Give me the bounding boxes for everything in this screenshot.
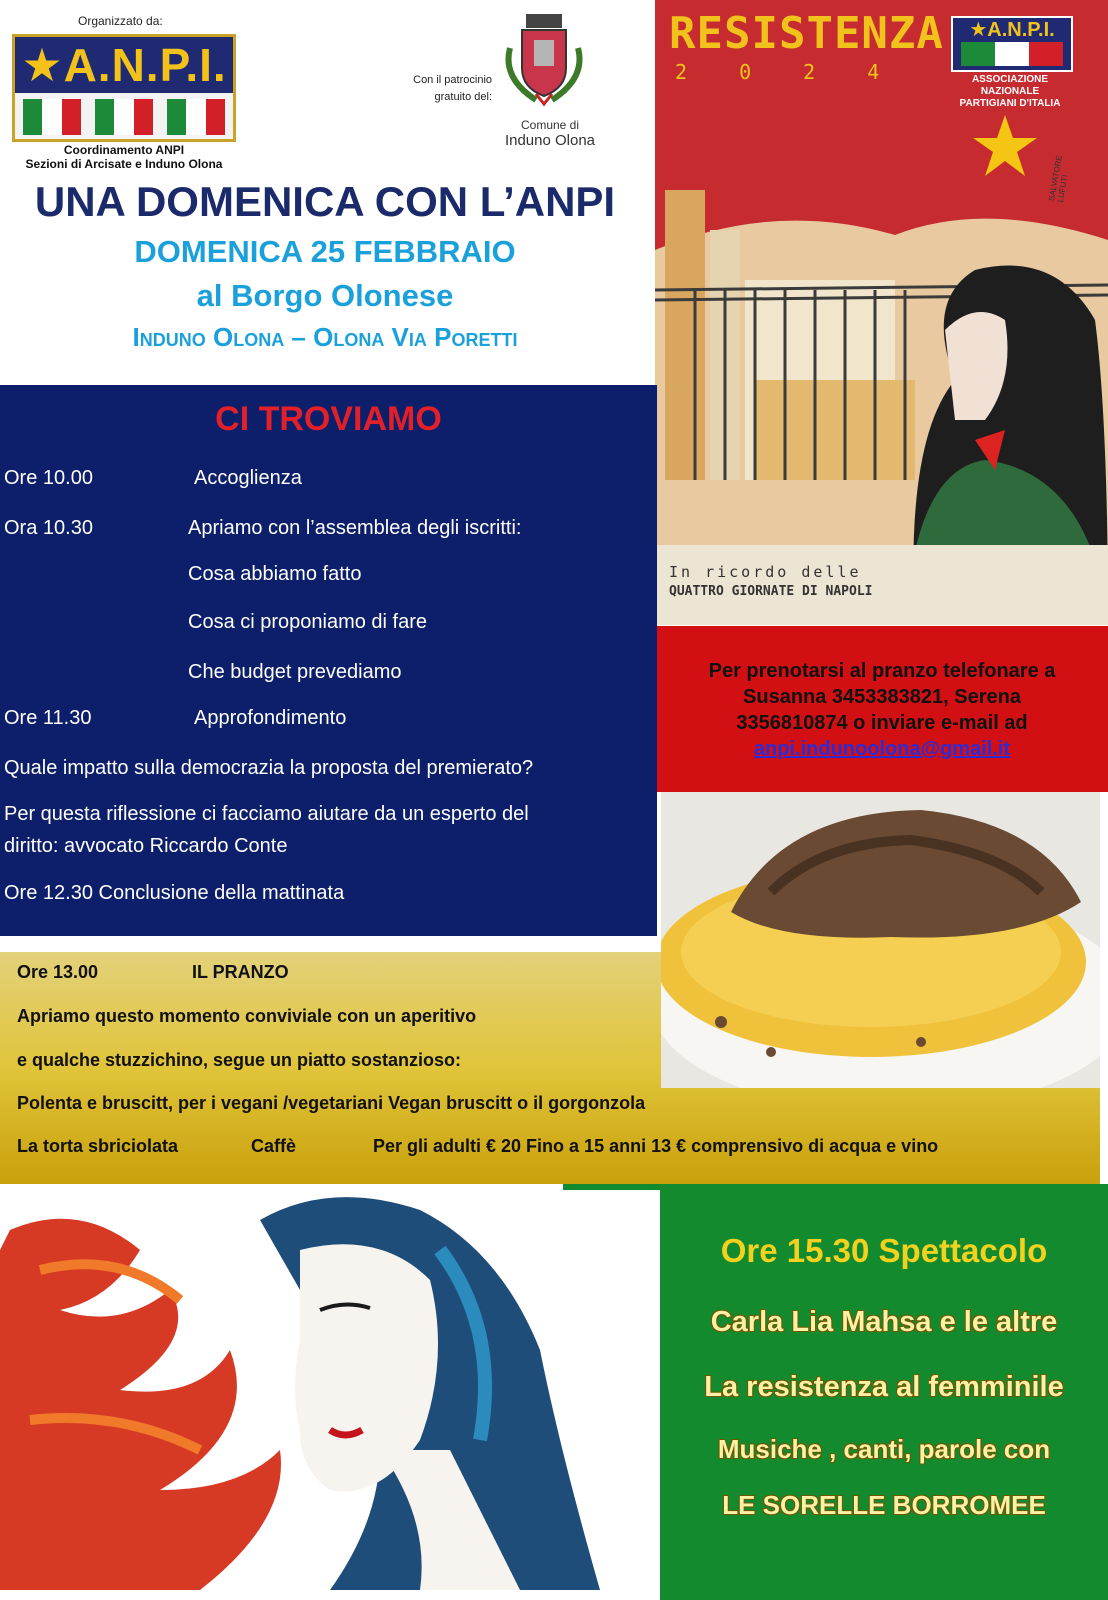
- lunch-price: Per gli adulti € 20 Fino a 15 anni 13 € comprensivo di acqua e vino: [373, 1136, 939, 1156]
- coordination-line-2: Sezioni di Arcisate e Induno Olona: [25, 157, 223, 171]
- show-title: Ore 15.30 Spettacolo: [720, 1232, 1048, 1269]
- program-text-6: Approfondimento: [194, 707, 347, 729]
- event-title: UNA DOMENICA CON L’ANPI: [34, 178, 616, 225]
- italian-flag-icon: [95, 99, 153, 135]
- program-text-4: Cosa ci proponiamo di fare: [188, 611, 428, 633]
- program-text-1: Accoglienza: [194, 467, 302, 489]
- booking-line-2: Susanna 3453383821, Serena: [743, 686, 1021, 708]
- program-expert-line-2: diritto: avvocato Riccardo Conte: [4, 835, 288, 857]
- lunch-line-1: Apriamo questo momento conviviale con un aperitivo: [17, 1006, 477, 1026]
- patronage-line-2: gratuito del:: [434, 91, 492, 103]
- show-line-2: La resistenza al femminile: [704, 1371, 1064, 1403]
- poster-year: 2 0 2 4: [675, 60, 900, 84]
- poster-anpi-badge: [951, 16, 1073, 72]
- poster-title: RESISTENZA: [669, 8, 944, 59]
- program-conclusion: Ore 12.30 Conclusione della mattinata: [4, 882, 345, 904]
- poster-signature: SALVATORE LUFUTI: [1047, 154, 1070, 204]
- comune-line-1: Comune di: [520, 118, 580, 132]
- italian-flag-icon: [23, 99, 81, 135]
- event-venue: al Borgo Olonese: [196, 278, 454, 313]
- program-question: Quale impatto sulla democrazia la proposta del premierato?: [4, 757, 534, 779]
- lunch-coffee: Caffè: [251, 1136, 297, 1156]
- show-line-4: LE SORELLE BORROMEE: [722, 1490, 1046, 1520]
- lunch-line-2: e qualche stuzzichino, segue un piatto sostanzioso:: [17, 1050, 462, 1070]
- program-time-1: Ore 10.00: [4, 467, 93, 489]
- show-line-1: Carla Lia Mahsa e le altre: [710, 1306, 1058, 1338]
- patronage-text: [396, 72, 492, 106]
- poster-association: [945, 74, 1075, 110]
- comune-line-2: Induno Olona: [504, 132, 596, 149]
- program-text-5: Che budget prevediamo: [188, 661, 402, 683]
- program-time-6: Ore 11.30: [4, 707, 92, 729]
- program-heading: CI TROVIAMO: [215, 400, 442, 438]
- comune-name: [490, 118, 610, 148]
- lunch-dessert: La torta sbriciolata: [17, 1136, 179, 1156]
- program-expert-line-1: Per questa riflessione ci facciamo aiutare da un esperto del: [4, 803, 529, 825]
- poster-assoc-line-1: ASSOCIAZIONE NAZIONALE: [971, 74, 1049, 97]
- event-date: DOMENICA 25 FEBBRAIO: [134, 234, 516, 269]
- coordination-line-1: Coordinamento ANPI: [63, 143, 185, 157]
- anpi-logo-star-icon: ★: [21, 39, 64, 91]
- anpi-logo-text: A.N.P.I.: [63, 39, 227, 91]
- poster-caption-line-1: In ricordo delle: [669, 563, 862, 581]
- show-line-3: Musiche , canti, parole con: [717, 1434, 1051, 1464]
- woman-illustration: [0, 1190, 660, 1600]
- comune-crest-icon: [496, 8, 592, 108]
- program-text-3: Cosa abbiamo fatto: [188, 563, 362, 585]
- lunch-time: Ore 13.00: [17, 962, 99, 982]
- booking-box: [657, 626, 1108, 792]
- booking-email-link[interactable]: anpi.indunoolona@gmail.it: [753, 738, 1011, 760]
- italian-flag-icon: [167, 99, 225, 135]
- program-panel: [0, 385, 657, 936]
- coordination-text: [8, 143, 240, 171]
- booking-line-1: Per prenotarsi al pranzo telefonare a: [708, 660, 1056, 682]
- organized-by-label: Organizzato da:: [78, 14, 163, 28]
- program-text-2: Apriamo con l’assemblea degli iscritti:: [188, 517, 522, 539]
- anpi-logo: [12, 34, 236, 142]
- program-time-2: Ora 10.30: [4, 517, 93, 539]
- poster-badge-text: A.N.P.I.: [987, 19, 1055, 41]
- lunch-line-3: Polenta e bruscitt, per i vegani /vegetariani Vegan bruscitt o il gorgonzola: [17, 1093, 646, 1113]
- poster-assoc-line-2: PARTIGIANI D'ITALIA: [959, 98, 1061, 109]
- polenta-photo: [661, 792, 1100, 1088]
- resistenza-poster: [655, 0, 1108, 625]
- poster-badge-star-icon: ★: [969, 19, 988, 41]
- poster-caption: [669, 562, 873, 602]
- booking-line-3: 3356810874 o inviare e-mail ad: [736, 712, 1028, 734]
- patronage-line-1: Con il patrocinio: [413, 74, 492, 86]
- poster-caption-line-2: QUATTRO GIORNATE DI NAPOLI: [669, 584, 873, 599]
- lunch-label: IL PRANZO: [192, 962, 289, 982]
- event-address: Induno Olona – Olona Via Poretti: [132, 322, 518, 352]
